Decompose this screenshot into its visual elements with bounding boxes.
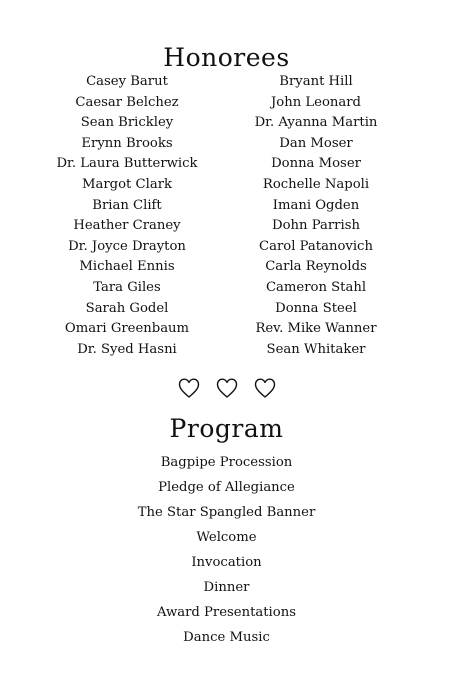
honoree-name: Caesar Belchez xyxy=(75,94,179,110)
honoree-name: Donna Moser xyxy=(271,156,361,172)
heart-outline-icon xyxy=(215,376,239,400)
honoree-name: Brian Clift xyxy=(92,197,162,213)
honoree-name: Rev. Mike Wanner xyxy=(255,321,377,337)
honorees-right-column xyxy=(211,72,421,360)
honoree-name: Casey Barut xyxy=(86,74,168,89)
honoree-name: Sean Whitaker xyxy=(266,341,366,357)
program-heading: Program xyxy=(169,414,284,443)
honoree-name: Michael Ennis xyxy=(79,259,175,275)
program-item: The Star Spangled Banner xyxy=(137,505,316,520)
honoree-name: Dr. Joyce Drayton xyxy=(68,238,186,254)
heart-outline-icon xyxy=(253,376,277,400)
honoree-name: Cameron Stahl xyxy=(265,279,367,295)
honoree-name: Margot Clark xyxy=(81,176,172,192)
program-item: Bagpipe Procession xyxy=(160,455,293,470)
honorees-left-column xyxy=(22,72,232,360)
honoree-name: Donna Steel xyxy=(275,300,357,316)
honoree-name: Sarah Godel xyxy=(85,300,169,316)
honoree-name: Carol Patanovich xyxy=(259,238,373,254)
honoree-name: Dr. Syed Hasni xyxy=(77,341,177,357)
program-item: Award Presentations xyxy=(157,605,296,620)
program-item: Dinner xyxy=(203,580,250,595)
honoree-name: Heather Craney xyxy=(73,218,181,234)
program-item: Dance Music xyxy=(183,630,270,645)
program-item: Pledge of Allegiance xyxy=(158,480,295,495)
honoree-name: Imani Ogden xyxy=(272,197,360,213)
honoree-name: Sean Brickley xyxy=(80,115,174,131)
honoree-name: Dohn Parrish xyxy=(272,218,360,234)
program-list xyxy=(0,450,453,650)
honorees-heading: Honorees xyxy=(163,43,290,72)
honoree-name: Dr. Laura Butterwick xyxy=(56,156,198,172)
honoree-name: Erynn Brooks xyxy=(81,135,173,151)
honoree-name: Rochelle Napoli xyxy=(262,176,370,192)
honoree-name: Tara Giles xyxy=(93,279,161,295)
program-item: Welcome xyxy=(196,530,257,545)
heart-outline-icon xyxy=(177,376,201,400)
honoree-name: Dr. Ayanna Martin xyxy=(254,115,378,131)
hearts-divider xyxy=(0,376,453,400)
honoree-name: Bryant Hill xyxy=(279,74,353,89)
honoree-name: Carla Reynolds xyxy=(265,259,367,275)
honoree-name: John Leonard xyxy=(270,94,361,110)
honoree-name: Dan Moser xyxy=(279,135,353,151)
program-item: Invocation xyxy=(191,555,262,570)
honoree-name: Omari Greenbaum xyxy=(64,321,190,337)
